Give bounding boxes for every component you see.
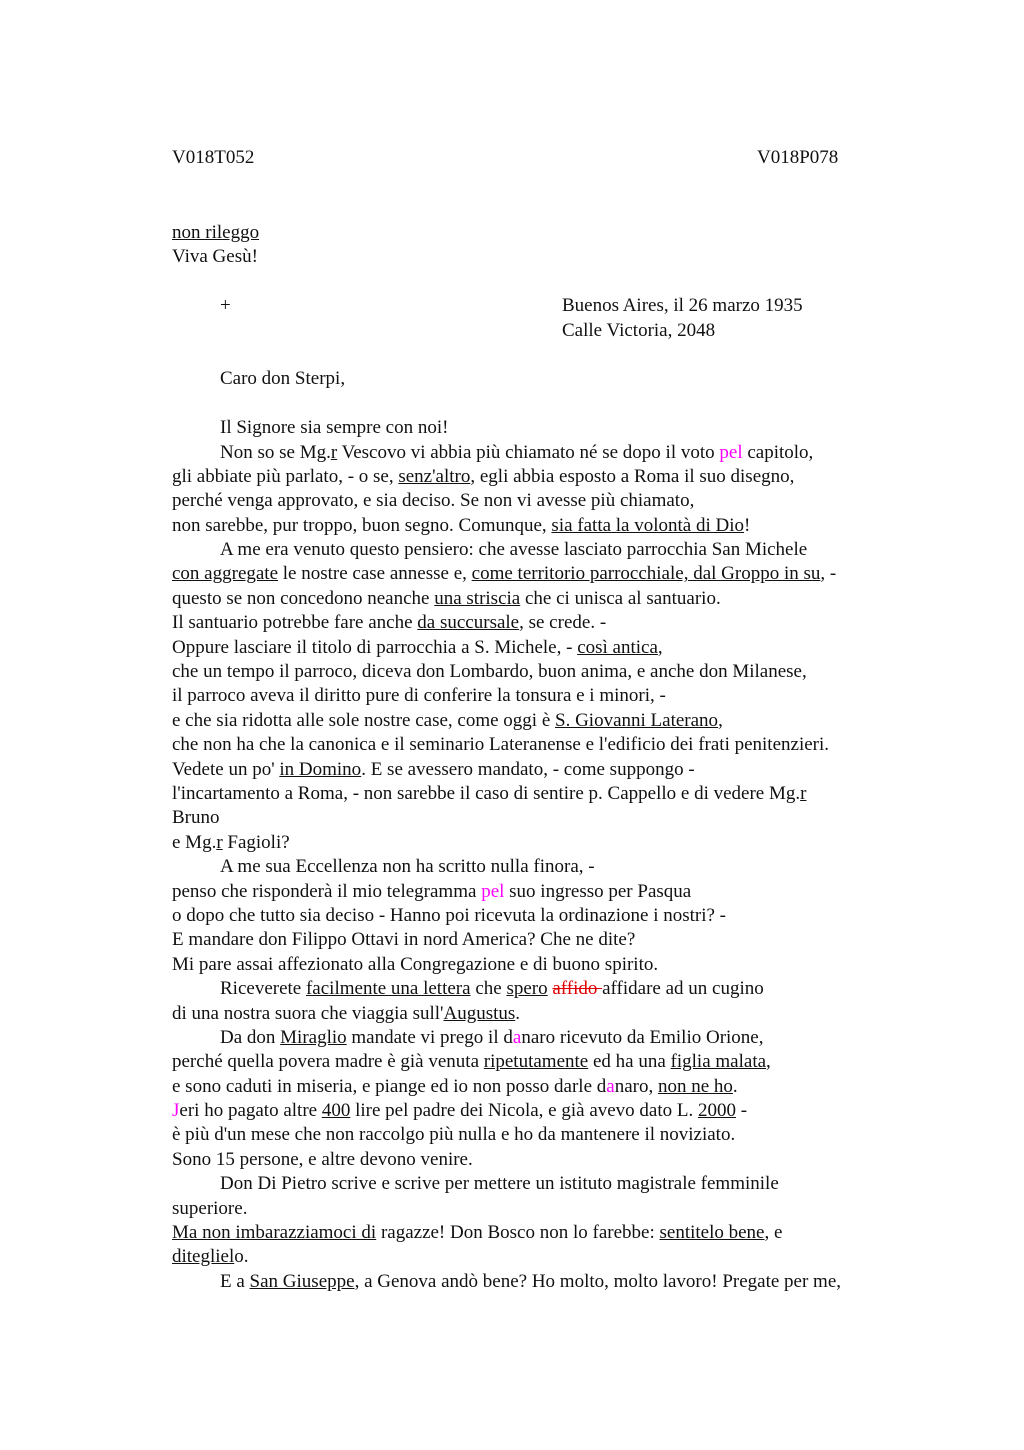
letter-line bbox=[172, 1148, 912, 1172]
text-segment: questo se non concedono neanche bbox=[172, 587, 435, 609]
text-segment: Fagioli? bbox=[222, 831, 290, 853]
underlined-text: Miraglio bbox=[280, 1026, 347, 1048]
letter-line bbox=[172, 1075, 912, 1099]
text-segment: Bruno bbox=[172, 807, 220, 829]
text-segment: Mi pare assai affezionato alla Congregazione e di buono spirito. bbox=[172, 953, 659, 975]
text-segment: Il santuario potrebbe fare anche bbox=[172, 612, 418, 634]
letter-line bbox=[172, 1197, 912, 1221]
text-segment: mandate vi prego il d bbox=[346, 1026, 513, 1048]
letter-line bbox=[172, 441, 912, 465]
text-segment: che un tempo il parroco, diceva don Lombardo, buon anima, e anche don Milanese, bbox=[172, 661, 807, 683]
text-segment: E a bbox=[220, 1270, 250, 1292]
text-segment: gli abbiate più parlato, - o se, bbox=[172, 465, 399, 487]
document-code-left: V018T052 bbox=[172, 147, 255, 168]
letter-line bbox=[172, 733, 912, 757]
highlighted-text: pel bbox=[719, 441, 743, 463]
letter-line bbox=[172, 538, 912, 562]
underlined-text: ditegliel bbox=[172, 1246, 235, 1268]
salutation: Caro don Sterpi, bbox=[220, 368, 346, 390]
text-segment: e che sia ridotta alle sole nostre case, come oggi è bbox=[172, 709, 556, 731]
text-segment: , bbox=[718, 709, 723, 731]
letter-line bbox=[172, 1026, 912, 1050]
text-segment: , a Genova andò bene? Ho molto, molto lavoro! Pregate per me, bbox=[354, 1270, 842, 1292]
letter-line bbox=[172, 1221, 912, 1245]
letter-line bbox=[172, 562, 912, 586]
text-segment: , - bbox=[820, 563, 837, 585]
letter-line bbox=[172, 928, 912, 952]
underlined-text: Ma non imbarazziamoci di bbox=[172, 1222, 377, 1244]
underlined-text: non ne ho bbox=[657, 1075, 733, 1097]
letter-line bbox=[172, 831, 912, 855]
text-segment: . bbox=[732, 1075, 738, 1097]
text-segment: . bbox=[515, 1002, 521, 1024]
document-code-right: V018P078 bbox=[757, 147, 839, 168]
text-segment: o dopo che tutto sia deciso - Hanno poi ricevuta la ordinazione i nostri? - bbox=[172, 904, 727, 926]
underlined-text: r bbox=[800, 782, 807, 804]
text-segment: superiore. bbox=[172, 1197, 248, 1219]
invocation: Viva Gesù! bbox=[172, 246, 258, 268]
letter-line bbox=[172, 660, 912, 684]
underlined-text: sia fatta la volontà di Dio bbox=[551, 514, 745, 536]
text-segment: Vescovo vi abbia più chiamato né se dopo il voto bbox=[337, 441, 720, 463]
underlined-text: r bbox=[216, 831, 223, 853]
text-segment: Non so se Mg. bbox=[220, 441, 331, 463]
text-segment: perché venga approvato, e sia deciso. Se non vi avesse più chiamato, bbox=[172, 490, 695, 512]
text-segment: perché quella povera madre è già venuta bbox=[172, 1051, 484, 1073]
text-segment: A me era venuto questo pensiero: che avesse lasciato parrocchia San Michele bbox=[220, 539, 808, 561]
letter-line bbox=[172, 880, 912, 904]
letter-line bbox=[172, 684, 912, 708]
text-segment: Da don bbox=[220, 1026, 281, 1048]
underlined-text: in Domino bbox=[279, 758, 362, 780]
struck-text: affido bbox=[552, 978, 603, 1000]
letter-line bbox=[172, 855, 912, 879]
highlighted-text: pel bbox=[481, 880, 505, 902]
address: Calle Victoria, 2048 bbox=[562, 319, 716, 341]
underlined-text: r bbox=[330, 441, 338, 463]
text-segment: suo ingresso per Pasqua bbox=[504, 880, 692, 902]
text-segment: o. bbox=[234, 1246, 249, 1268]
highlighted-text: a bbox=[512, 1026, 522, 1048]
text-segment: , e bbox=[764, 1222, 783, 1244]
place-date: Buenos Aires, il 26 marzo 1935 bbox=[562, 295, 803, 317]
letter-line bbox=[172, 1123, 912, 1147]
letter-line bbox=[172, 782, 912, 806]
underlined-text: così antica bbox=[577, 636, 658, 658]
letter-line bbox=[172, 977, 912, 1001]
text-segment: e Mg. bbox=[172, 831, 217, 853]
text-segment: A me sua Eccellenza non ha scritto nulla finora, - bbox=[220, 856, 595, 878]
underlined-text: spero bbox=[506, 978, 548, 1000]
text-segment: , se crede. - bbox=[519, 612, 607, 634]
letter-line bbox=[172, 611, 912, 635]
text-segment: Il Signore sia sempre con noi! bbox=[220, 417, 449, 439]
underlined-text: con aggregate bbox=[172, 563, 279, 585]
text-segment: che non ha che la canonica e il seminario Lateranense e l'edificio dei frati penitenzieri. bbox=[172, 734, 830, 756]
letter-line bbox=[172, 636, 912, 660]
text-segment: naro ricevuto da Emilio Orione, bbox=[521, 1026, 764, 1048]
cross-mark: + bbox=[220, 295, 231, 317]
letter-lines bbox=[172, 416, 912, 1294]
text-segment: che bbox=[470, 978, 507, 1000]
text-segment: Don Di Pietro scrive e scrive per mettere un istituto magistrale femminile bbox=[220, 1173, 779, 1195]
underlined-text: 400 bbox=[321, 1100, 351, 1122]
letter-line bbox=[172, 758, 912, 782]
text-segment: Vedete un po' bbox=[172, 758, 280, 780]
text-segment: E mandare don Filippo Ottavi in nord America? Che ne dite? bbox=[172, 929, 636, 951]
letter-line bbox=[172, 514, 912, 538]
letter-body bbox=[172, 221, 912, 1294]
text-segment: , egli abbia esposto a Roma il suo disegno, bbox=[470, 465, 795, 487]
text-segment: capitolo, bbox=[742, 441, 814, 463]
underlined-text: S. Giovanni Laterano bbox=[555, 709, 719, 731]
note-non-rileggo: non rileggo bbox=[172, 222, 260, 243]
letter-line bbox=[172, 1002, 912, 1026]
text-segment: è più d'un mese che non raccolgo più nulla e ho da mantenere il noviziato. bbox=[172, 1124, 736, 1146]
letter-line bbox=[172, 953, 912, 977]
text-segment: - bbox=[736, 1100, 748, 1122]
letter-line bbox=[172, 904, 912, 928]
text-segment: e sono caduti in miseria, e piange ed io non posso darle d bbox=[172, 1075, 607, 1097]
underlined-text: ripetutamente bbox=[483, 1051, 589, 1073]
letter-line bbox=[172, 1099, 912, 1123]
letter-line bbox=[172, 465, 912, 489]
text-segment: penso che risponderà il mio telegramma bbox=[172, 880, 482, 902]
text-segment: le nostre case annesse e, bbox=[278, 563, 472, 585]
text-segment: ! bbox=[744, 514, 751, 536]
text-segment: ed ha una bbox=[588, 1051, 671, 1073]
text-segment: ragazze! Don Bosco non lo farebbe: bbox=[376, 1222, 660, 1244]
letter-line bbox=[172, 587, 912, 611]
underlined-text: facilmente una lettera bbox=[305, 978, 471, 1000]
text-segment: che ci unisca al santuario. bbox=[520, 587, 721, 609]
text-segment: Sono 15 persone, e altre devono venire. bbox=[172, 1148, 473, 1170]
text-segment: , bbox=[657, 636, 663, 658]
text-segment: lire pel padre dei Nicola, e già avevo dato L. bbox=[350, 1100, 699, 1122]
letter-line bbox=[172, 1050, 912, 1074]
underlined-text: senz'altro bbox=[398, 465, 471, 487]
text-segment: non sarebbe, pur troppo, buon segno. Comunque, bbox=[172, 514, 552, 536]
text-segment: Oppure lasciare il titolo di parrocchia a S. Michele, - bbox=[172, 636, 578, 658]
underlined-text: figlia malata bbox=[670, 1051, 767, 1073]
underlined-text: da succursale bbox=[417, 612, 520, 634]
underlined-text: sentitelo bene bbox=[659, 1222, 765, 1244]
underlined-text: come territorio parrocchiale, dal Groppo in su bbox=[471, 563, 821, 585]
text-segment: naro, bbox=[614, 1075, 658, 1097]
letter-line bbox=[172, 709, 912, 733]
letter-line bbox=[172, 1245, 912, 1269]
address-row bbox=[172, 319, 912, 343]
text-segment: affidare ad un cugino bbox=[602, 978, 764, 1000]
letter-line bbox=[172, 489, 912, 513]
highlighted-text: a bbox=[606, 1075, 615, 1097]
text-segment: . E se avessero mandato, - come suppongo - bbox=[361, 758, 695, 780]
dateline-row bbox=[172, 294, 912, 318]
underlined-text: San Giuseppe bbox=[249, 1270, 355, 1292]
text-segment: , bbox=[766, 1051, 771, 1073]
text-segment: eri ho pagato altre bbox=[179, 1100, 322, 1122]
letter-line bbox=[172, 1270, 912, 1294]
text-segment: il parroco aveva il diritto pure di conferire la tonsura e i minori, - bbox=[172, 685, 666, 707]
text-segment: di una nostra suora che viaggia sull' bbox=[172, 1002, 444, 1024]
letter-line bbox=[172, 1172, 912, 1196]
text-segment: l'incartamento a Roma, - non sarebbe il caso di sentire p. Cappello e di vedere Mg. bbox=[172, 782, 801, 804]
letter-line bbox=[172, 416, 912, 440]
underlined-text: 2000 bbox=[698, 1100, 737, 1122]
letter-line bbox=[172, 806, 912, 830]
text-segment: Riceverete bbox=[220, 978, 306, 1000]
underlined-text: Augustus bbox=[443, 1002, 516, 1024]
highlighted-text: J bbox=[172, 1100, 180, 1122]
underlined-text: una striscia bbox=[434, 587, 521, 609]
